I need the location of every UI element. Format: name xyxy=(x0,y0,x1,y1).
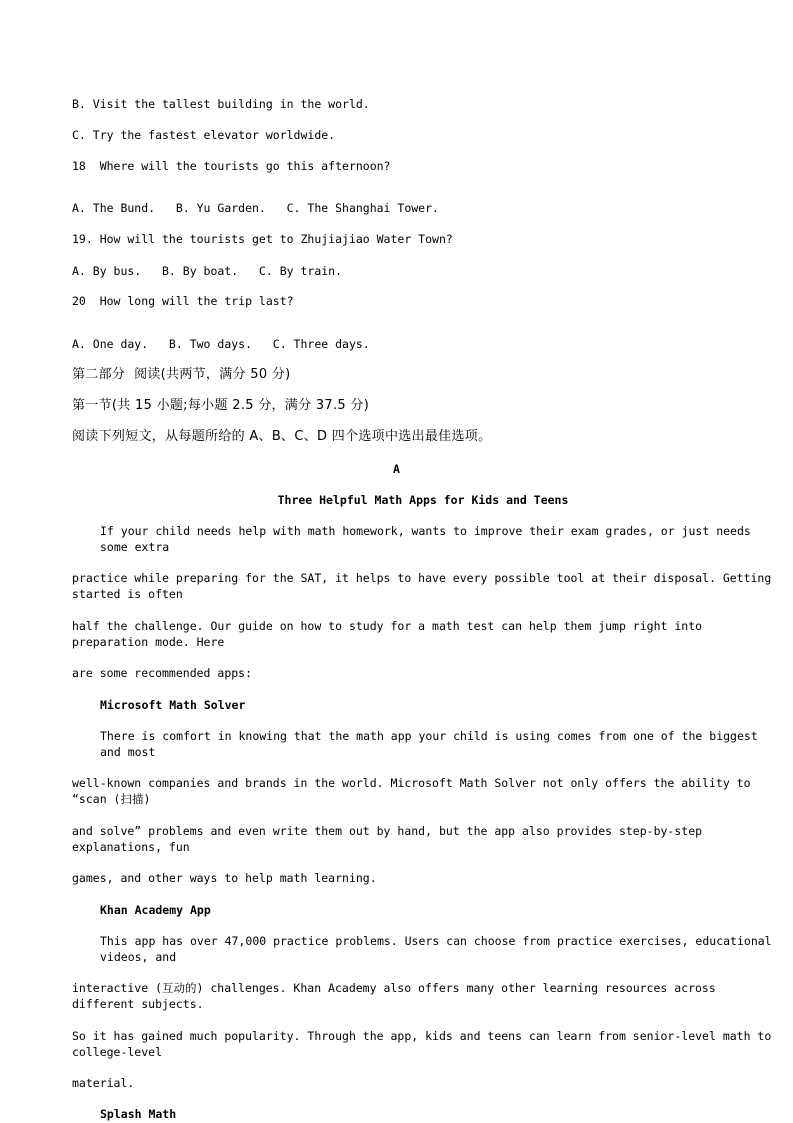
app1-paragraph-line-4: games, and other ways to help math learning. xyxy=(72,871,377,885)
app2-paragraph-line-2: interactive (互动的) challenges. Khan Academy also offers many other learning resources across different subjects. xyxy=(72,981,723,1011)
q20-options: A. One day. B. Two days. C. Three days. xyxy=(72,337,370,351)
q18-options: A. The Bund. B. Yu Garden. C. The Shanghai Tower. xyxy=(72,201,439,215)
intro-paragraph-line-2: practice while preparing for the SAT, it helps to have every possible tool at their disposal. Getting started is often xyxy=(72,571,779,601)
passage-label: A xyxy=(393,462,400,476)
app1-paragraph-line-3: and solve” problems and even write them out by hand, but the app also provides step-by-step explanations, fun xyxy=(72,824,709,854)
intro-paragraph-line-3: half the challenge. Our guide on how to study for a math test can help them jump right into preparation mode. Here xyxy=(72,619,709,649)
q20-question: 20 How long will the trip last? xyxy=(72,294,294,308)
app2-heading: Khan Academy App xyxy=(100,903,211,917)
app2-paragraph-line-4: material. xyxy=(72,1076,135,1090)
app3-heading: Splash Math xyxy=(100,1107,177,1121)
q19-question: 19. How will the tourists get to Zhujiajiao Water Town? xyxy=(72,232,453,246)
passage-title: Three Helpful Math Apps for Kids and Teens xyxy=(277,493,569,507)
app1-paragraph-line-2: well-known companies and brands in the world. Microsoft Math Solver not only offers the ability to “scan (扫描) xyxy=(72,776,758,806)
part-two-header: 第二部分 阅读(共两节，满分 50 分) xyxy=(72,367,291,382)
q18-question: 18 Where will the tourists go this afternoon? xyxy=(72,159,391,173)
app2-paragraph-line-3: So it has gained much popularity. Through the app, kids and teens can learn from senior-level math to college-level xyxy=(72,1029,779,1059)
q19-options: A. By bus. B. By boat. C. By train. xyxy=(72,264,343,278)
intro-paragraph-line-1: If your child needs help with math homework, wants to improve their exam grades, or just needs some extra xyxy=(100,524,758,554)
app1-paragraph-line-1: There is comfort in knowing that the math app your child is using comes from one of the biggest and most xyxy=(100,729,765,759)
q17-option-b: B. Visit the tallest building in the world. xyxy=(72,97,370,111)
intro-paragraph-line-4: are some recommended apps: xyxy=(72,666,253,680)
app1-heading: Microsoft Math Solver xyxy=(100,698,246,712)
app2-paragraph-line-1: This app has over 47,000 practice problems. Users can choose from practice exercises, educational videos, and xyxy=(100,934,779,964)
q17-option-c: C. Try the fastest elevator worldwide. xyxy=(72,128,336,142)
reading-instruction: 阅读下列短文，从每题所给的 A、B、C、D 四个选项中选出最佳选项。 xyxy=(72,429,492,444)
section-one-header: 第一节(共 15 小题;每小题 2.5 分，满分 37.5 分) xyxy=(72,398,370,413)
